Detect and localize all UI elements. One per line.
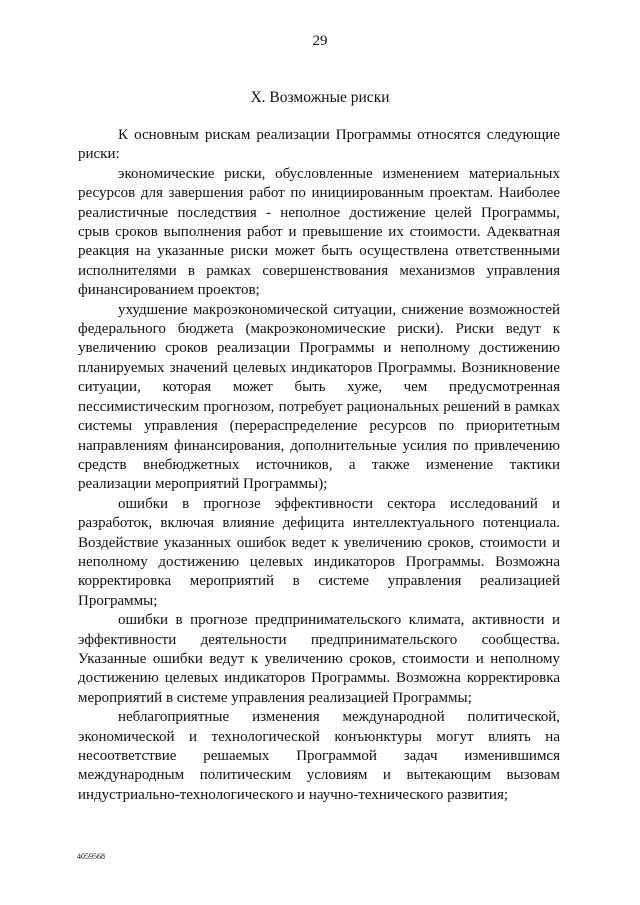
paragraph-economic-risks: экономические риски, обусловленные изменением материальных ресурсов для завершения работ по инициированным проектам. Наиболее реалистичные последствия - неполное достижение целей Программы, срыв сроков выполнения работ и превышение их стоимости. Адекватная реакция на указанные риски может быть осуществлена ответственными исполнителями в рамках совершенствования механизмов управления финансированием проектов; — [78, 165, 560, 299]
document-code: 4059568 — [77, 852, 105, 861]
page-number: 29 — [312, 33, 328, 49]
section-heading: X. Возможные риски — [250, 89, 390, 106]
paragraph-macroeconomic-risks: ухудшение макроэкономической ситуации, снижение возможностей федерального бюджета (макроэкономические риски). Риски ведут к увеличению сроков реализации Программы и неполному достижению планируемых значений целевых индикаторов Программы. Возникновение ситуации, которая может быть хуже, чем предусмотренная пессимистическим прогнозом, потребует рациональных решений в рамках системы управления (перераспределение ресурсов по приоритетным направлениям финансирования, дополнительные усилия по привлечению средств внебюджетных источников, а также изменение тактики реализации мероприятий Программы); — [78, 301, 560, 493]
paragraph-intro: К основным рискам реализации Программы относятся следующие риски: — [78, 127, 560, 163]
paragraph-rnd-forecast-errors: ошибки в прогнозе эффективности сектора исследований и разработок, включая влияние дефицита интеллектуального потенциала. Воздействие указанных ошибок ведет к увеличению сроков, стоимости и неполному достижению целевых индикаторов Программы. Возможна корректировка мероприятий в системе управления реализацией Программы; — [78, 495, 560, 609]
paragraph-business-climate-errors: ошибки в прогнозе предпринимательского климата, активности и эффективности деятельности предпринимательского сообщества. Указанные ошибки ведут к увеличению сроков, стоимости и неполному достижению целевых индикаторов Программы. Возможна корректировка мероприятий в системе управления реализацией Программы; — [78, 612, 560, 706]
body-text — [78, 126, 560, 805]
paragraph-international-conditions: неблагоприятные изменения международной политической, экономической и технологической конъюнктуры могут влиять на несоответствие решаемых Программой задач изменившимся международным политическим условиям и вытекающим вызовам индустриально-технологического и научно-технического развития; — [78, 709, 560, 803]
